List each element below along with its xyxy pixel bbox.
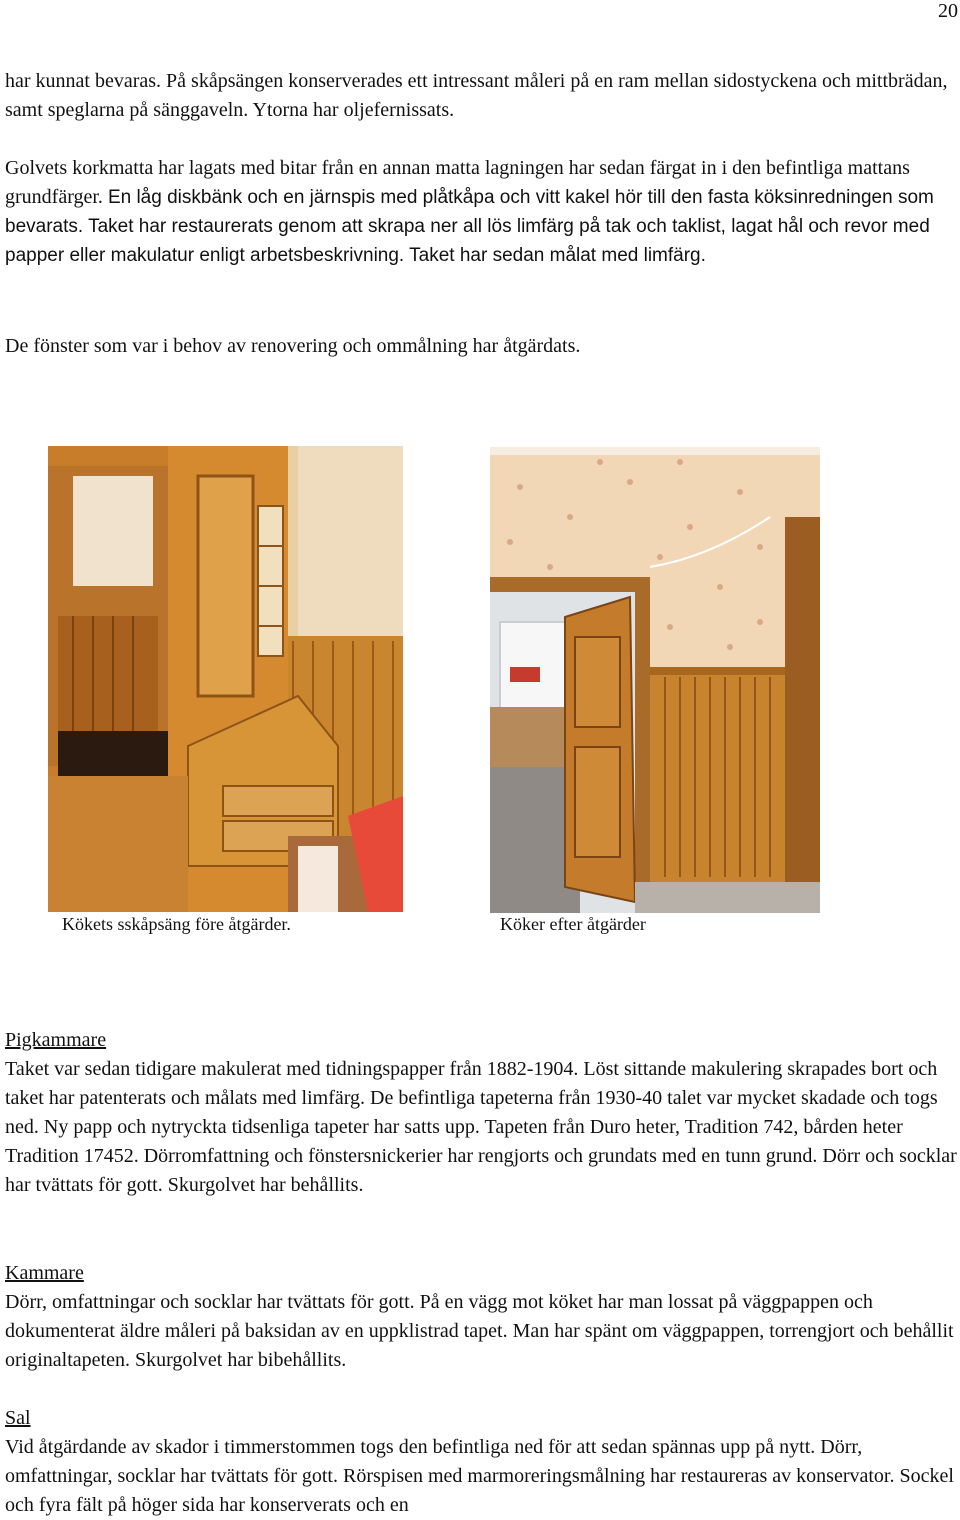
section-kammare: [5, 1259, 958, 1375]
photo-kitchen-bed-before: [48, 446, 403, 912]
section-body-sal: Vid åtgärdande av skador i timmerstommen togs den befintliga ned för att sedan spännas upp på nytt. Dörr, omfattningar, socklar har tvättats för gott. Rörspisen med marmoreringsmålning har restaureras av konservator. Sockel och fyra fält på höger sida har konserverats och en: [5, 1436, 954, 1516]
section-heading-pigkammare: Pigkammare: [5, 1029, 107, 1051]
paragraph-windows: De fönster som var i behov av renovering och ommålning har åtgärdats.: [5, 335, 581, 357]
section-body-pigkammare: Taket var sedan tidigare makulerat med tidningspapper från 1882-1904. Löst sittande makulering skrapades bort och taket har patenterats och målats med limfärg. De befintliga tapeterna från 1930-40 talet var mycket skadade och togs ned. Ny papp och nytryckta tidsenliga tapeter har satts upp. Tapeten från Duro heter, Tradition 742, bården heter Tradition 17452. Dörromfattning och fönstersnickerier har rengjorts och grundats med en tunn grund. Dörr och socklar har tvättats för gott. Skurgolvet har behållits.: [5, 1058, 957, 1196]
section-sal: [5, 1404, 958, 1520]
section-body-kammare: Dörr, omfattningar och socklar har tvättats för gott. På en vägg mot köket har man lossat på väggpappen och dokumenterat äldre måleri på baksidan av en uppklistrad tapet. Man har spänt om väggpappen, torrengjort och behållit originaltapeten. Skurgolvet har bibehållits.: [5, 1291, 954, 1371]
paragraph-floor-serif: Golvets korkmatta har lagats med bitar från en annan matta lagningen har sedan färgat in i den befintliga mattans grundfärger.: [5, 157, 910, 208]
section-heading-kammare: Kammare: [5, 1262, 84, 1284]
page-number: 20: [938, 0, 958, 22]
section-heading-sal: Sal: [5, 1407, 31, 1429]
caption-right-photo: Köker efter åtgärder: [500, 914, 646, 934]
paragraph-floor: [5, 154, 958, 270]
paragraph-floor-sans: En låg diskbänk och en järnspis med plåtkåpa och vitt kakel hör till den fasta köksinredningen som bevarats. Taket har restaurerats genom att skrapa ner all lös limfärg på tak och taklist, lagat hål och revor med papper eller makulatur enligt arbetsbeskrivning. Taket har sedan målat med limfärg.: [5, 187, 934, 266]
caption-left-photo: Kökets sskåpsäng före åtgärder.: [62, 914, 291, 934]
section-pigkammare: [5, 1026, 958, 1200]
paragraph-bed-conservation: har kunnat bevaras. På skåpsängen konserverades ett intressant måleri på en ram mellan sidostyckena och mittbrädan, samt speglarna på sänggaveln. Ytorna har oljefernissats.: [5, 70, 948, 121]
photo-kitchen-after: [490, 447, 820, 913]
